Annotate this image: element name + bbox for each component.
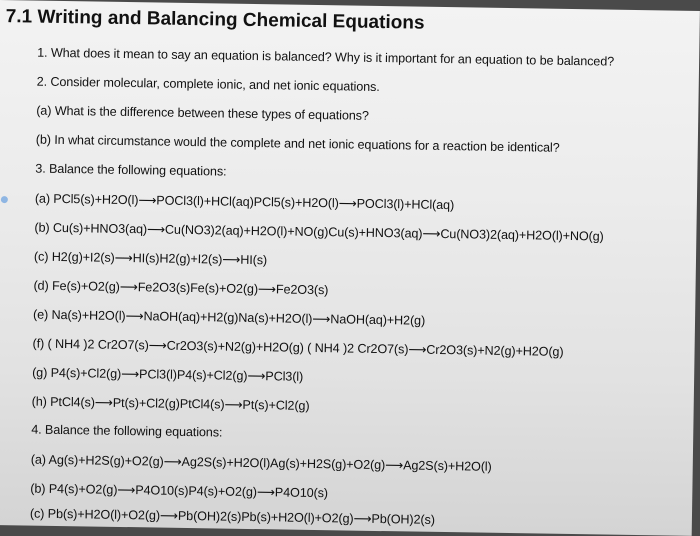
equation-3e: (e) Na(s)+H2O(l)⟶NaOH(aq)+H2(g)Na(s)+H2O(l)⟶NaOH(aq)+H2(g) [32,307,426,328]
question-3: 3. Balance the following equations: [35,161,227,179]
page-title: 7.1 Writing and Balancing Chemical Equations [5,6,425,34]
equation-4c: (c) Pb(s)+H2O(l)+O2(g)⟶Pb(OH)2(s)Pb(s)+H2O(l)+O2(g)⟶Pb(OH)2(s) [29,506,435,527]
equation-3b: (b) Cu(s)+HNO3(aq)⟶Cu(NO3)2(aq)+H2O(l)+NO(g)Cu(s)+HNO3(aq)⟶Cu(NO3)2(aq)+H2O(l)+NO(g) [34,220,604,244]
bullet-dot-icon [1,196,8,203]
equation-4b: (b) P4(s)+O2(g)⟶P4O10(s)P4(s)+O2(g)⟶P4O10(s) [30,481,329,501]
equation-3h: (h) PtCl4(s)⟶Pt(s)+Cl2(g)PtCl4(s)⟶Pt(s)+Cl2(g) [31,394,310,413]
equation-3a: (a) PCl5(s)+H2O(l)⟶POCl3(l)+HCl(aq)PCl5(s)+H2O(l)⟶POCl3(l)+HCl(aq) [34,191,455,213]
equation-3d: (d) Fe(s)+O2(g)⟶Fe2O3(s)Fe(s)+O2(g)⟶Fe2O3(s) [33,278,329,298]
question-4: 4. Balance the following equations: [31,422,223,440]
equation-3c: (c) H2(g)+I2(s)⟶HI(s)H2(g)+I2(s)⟶HI(s) [33,249,268,268]
question-2b: (b) In what circumstance would the complete and net ionic equations for a reaction be identical? [35,132,560,155]
question-2: 2. Consider molecular, complete ionic, and net ionic equations. [36,74,380,94]
equation-3g: (g) P4(s)+Cl2(g)⟶PCl3(l)P4(s)+Cl2(g)⟶PCl3(l) [32,365,304,384]
equation-4a: (a) Ag(s)+H2S(g)+O2(g)⟶Ag2S(s)+H2O(l)Ag(s)+H2S(g)+O2(g)⟶Ag2S(s)+H2O(l) [30,452,492,474]
question-1: 1. What does it mean to say an equation is balanced? Why is it important for an equation to be balanced? [37,45,615,69]
equation-3f: (f) ( NH4 )2 Cr2O7(s)⟶Cr2O3(s)+N2(g)+H2O(g) ( NH4 )2 Cr2O7(s)⟶Cr2O3(s)+N2(g)+H2O(g) [32,336,564,359]
question-2a: (a) What is the difference between these types of equations? [36,103,369,123]
